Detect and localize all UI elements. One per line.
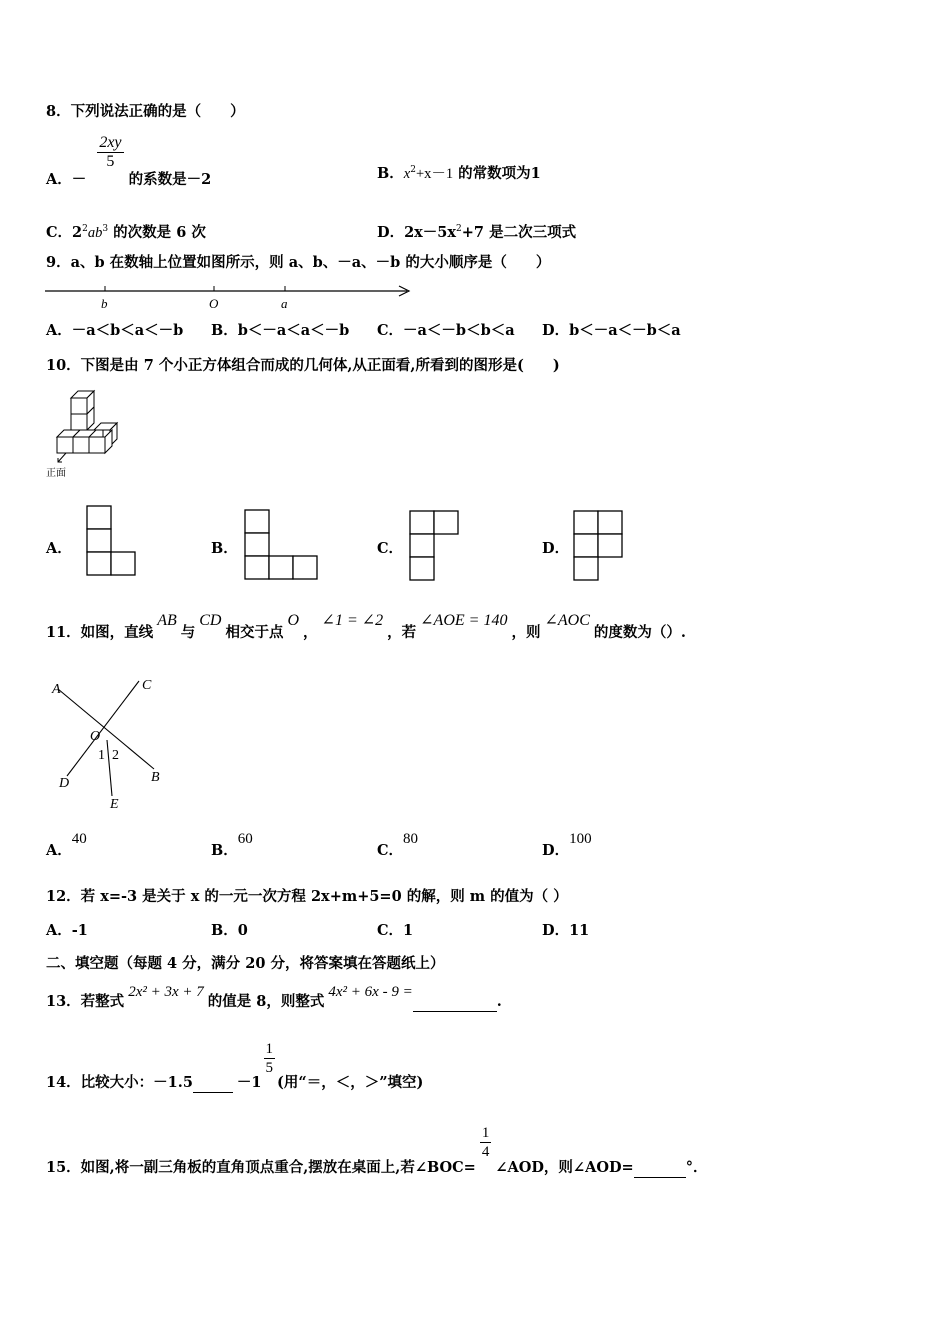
q12-option-a: A．-1 — [46, 922, 88, 939]
q11-option-a: A．40 — [46, 831, 87, 859]
q13: 13．若整式2x² + 3x + 7的值是 8，则整式4x² + 6x - 9 = . — [46, 984, 502, 1010]
q9-stem: 9．a、b 在数轴上位置如图所示，则 a、b、－a、－b 的大小顺序是（ ） — [46, 254, 551, 271]
q11-option-c: C．80 — [377, 831, 419, 859]
q9-option-d: D．b＜－a＜－b＜a — [542, 322, 681, 339]
section-heading: 二、填空题（每题 4 分，满分 20 分，将答案填在答题纸上） — [46, 955, 445, 972]
label-a: A — [52, 682, 61, 697]
q10-option-a-label: A． — [46, 540, 72, 557]
label-b: B — [151, 770, 160, 785]
q9-option-b: B．b＜－a＜a＜－b — [211, 322, 350, 339]
q12-option-c: C．1 — [377, 922, 414, 939]
axis-label-o: O — [209, 296, 219, 311]
q10-option-c-figure — [409, 510, 469, 590]
front-label: 正面 — [46, 468, 66, 479]
q10-option-c-label: C． — [377, 540, 404, 557]
fraction: $\frac{2xy}{5}$ — [99, 134, 122, 170]
q11-option-d: D．100 — [542, 831, 592, 859]
label-e: E — [110, 797, 119, 812]
q10-option-d-figure — [573, 510, 633, 590]
q12-option-b: B．0 — [211, 922, 248, 939]
q12-stem: 12．若 x=-3 是关于 x 的一元一次方程 2x+m+5=0 的解，则 m 的值为（ ） — [46, 888, 568, 905]
answer-blank[interactable] — [193, 1074, 233, 1093]
q10-option-b-figure — [244, 509, 324, 589]
q8-stem: 8．下列说法正确的是（ ） — [46, 103, 245, 120]
q11-stem: 11．如图，直线AB与CD相交于点O，∠1 = ∠2，若∠AOE = 140，则∠AOC的度数为（）. — [46, 612, 686, 641]
axis-label-a: a — [281, 296, 288, 311]
axis-label-b: b — [101, 296, 108, 311]
q8-option-b: B．$x^2+x-1$ 的常数项为1 — [377, 164, 541, 182]
q8-option-d: D．$2x-5x^2+7$ 是二次三项式 — [377, 223, 577, 241]
label-1: 1 — [98, 748, 105, 763]
label-2: 2 — [112, 748, 119, 763]
fraction: $\frac{1}{4}$ — [481, 1125, 490, 1160]
label-o: O — [90, 729, 101, 744]
answer-blank[interactable] — [413, 993, 497, 1012]
q11-option-b: B．60 — [211, 831, 253, 859]
cube-solid-figure — [44, 390, 124, 480]
label-c: C — [142, 678, 152, 693]
q14: 14．比较大小：－1.5 －1 $\frac{1}{5}$ (用“＝，＜，＞”填空) — [46, 1041, 424, 1091]
q10-option-b-label: B． — [211, 540, 238, 557]
q8-option-c: C．$2^2ab^3$ 的次数是 6 次 — [46, 223, 206, 241]
number-line — [45, 283, 425, 313]
q9-option-c: C．－a＜－b＜b＜a — [377, 322, 515, 339]
fraction: $\frac{1}{5}$ — [265, 1041, 273, 1076]
label-d: D — [59, 776, 70, 791]
q11-figure — [46, 673, 176, 813]
q10-option-d-label: D． — [542, 540, 570, 557]
q12-option-d: D．11 — [542, 922, 590, 939]
q10-option-a-figure — [86, 505, 146, 585]
q8-option-a: A．－ $\frac{2xy}{5}$ 的系数是－2 — [46, 134, 212, 188]
answer-blank[interactable] — [634, 1159, 686, 1178]
q9-option-a: A．－a＜b＜a＜－b — [46, 322, 184, 339]
q10-stem: 10．下图是由 7 个小正方体组合而成的几何体,从正面看,所看到的图形是( ) — [46, 357, 560, 374]
q15: 15．如图,将一副三角板的直角顶点重合,摆放在桌面上,若∠BOC= $\frac{1}{4}$ ∠AOD，则∠AOD= °． — [46, 1125, 708, 1176]
